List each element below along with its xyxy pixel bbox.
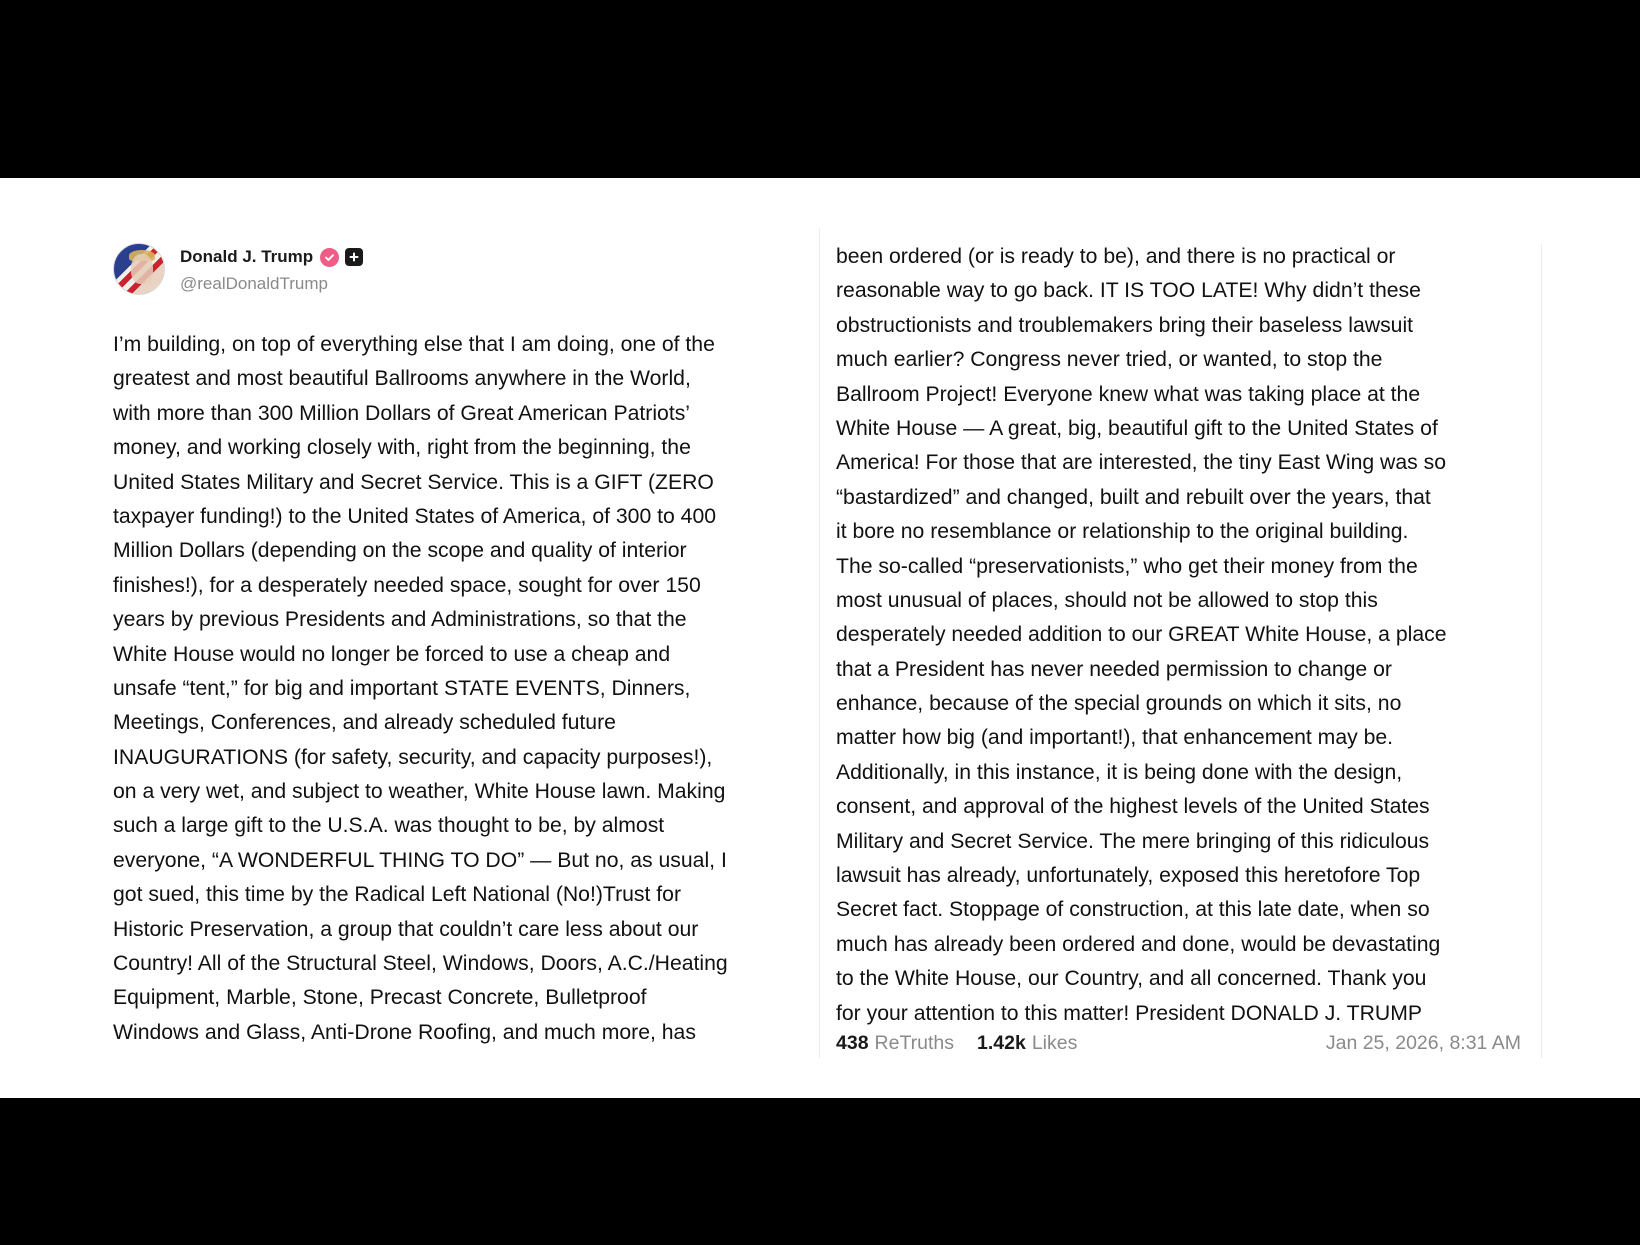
avatar[interactable]: [113, 243, 165, 295]
body-line: “bastardized” and changed, built and rebuilt over the years, that: [836, 485, 1431, 509]
body-line: been ordered (or is ready to be), and there is no practical or: [836, 245, 1396, 268]
body-line: Equipment, Marble, Stone, Precast Concrete, Bulletproof: [113, 986, 647, 1010]
body-line: Additionally, in this instance, it is being done with the design,: [836, 760, 1403, 784]
likes-count: 1.42k: [977, 1032, 1026, 1054]
body-line: Meetings, Conferences, and already scheduled future: [113, 711, 616, 735]
post-header: [113, 243, 713, 297]
post-footer: [836, 1032, 1521, 1056]
body-line: reasonable way to go back. IT IS TOO LATE! Why didn’t these: [836, 279, 1421, 303]
body-line: Windows and Glass, Anti-Drone Roofing, and much more, has: [113, 1020, 696, 1044]
body-line: taxpayer funding!) to the United States of America, of 300 to 400: [113, 504, 717, 528]
body-line: Million Dollars (depending on the scope and quality of interior: [113, 539, 687, 563]
post-body-right-column: [836, 240, 1446, 1031]
retruths-label: ReTruths: [874, 1032, 955, 1054]
body-line: much earlier? Congress never tried, or wanted, to stop the: [836, 348, 1383, 372]
body-line: to the White House, our Country, and all concerned. Thank you: [836, 967, 1427, 991]
body-line: such a large gift to the U.S.A. was thought to be, by almost: [113, 814, 665, 838]
body-line: for your attention to this matter! President DONALD J. TRUMP: [836, 1001, 1423, 1025]
body-line: Military and Secret Service. The mere bringing of this ridiculous: [836, 829, 1430, 853]
author-name-row: [180, 247, 363, 267]
retruths-count: 438: [836, 1032, 869, 1054]
body-line: enhance, because of the special grounds on which it sits, no: [836, 692, 1402, 716]
body-line: United States Military and Secret Service. This is a GIFT (ZERO: [113, 470, 714, 494]
body-line: obstructionists and troublemakers bring their baseless lawsuit: [836, 313, 1414, 337]
body-line: finishes!), for a desperately needed space, sought for over 150: [113, 573, 701, 597]
column-divider: [819, 228, 820, 1058]
post-body-left-column: [113, 328, 728, 1050]
verified-badge-icon: [320, 248, 339, 267]
body-line: everyone, “A WONDERFUL THING TO DO” — But no, as usual, I: [113, 848, 727, 872]
body-line: years by previous Presidents and Administrations, so that the: [113, 608, 687, 632]
retruths-stat[interactable]: [836, 1032, 954, 1055]
post-timestamp[interactable]: Jan 25, 2026, 8:31 AM: [1325, 1032, 1521, 1054]
body-line: got sued, this time by the Radical Left National (No!)Trust for: [113, 883, 681, 907]
body-line: greatest and most beautiful Ballrooms anywhere in the World,: [113, 367, 691, 391]
body-line: Country! All of the Structural Steel, Windows, Doors, A.C./Heating: [113, 952, 728, 976]
body-line: White House — A great, big, beautiful gift to the United States of: [836, 416, 1438, 440]
author-handle[interactable]: @realDonaldTrump: [180, 274, 328, 293]
author-display-name[interactable]: Donald J. Trump: [180, 247, 314, 266]
body-line: desperately needed addition to our GREAT White House, a place: [836, 623, 1447, 647]
body-line: I’m building, on top of everything else that I am doing, one of the: [113, 333, 715, 356]
body-line: most unusual of places, should not be allowed to stop this: [836, 588, 1378, 612]
card-edge-divider: [1541, 244, 1542, 1058]
body-line: Historic Preservation, a group that couldn’t care less about our: [113, 917, 699, 941]
body-line: lawsuit has already, unfortunately, exposed this heretofore Top: [836, 864, 1421, 888]
body-line: it bore no resemblance or relationship to the original building.: [836, 520, 1409, 544]
body-line: matter how big (and important!), that enhancement may be.: [836, 726, 1394, 750]
body-line: unsafe “tent,” for big and important STATE EVENTS, Dinners,: [113, 676, 691, 700]
body-line: The so-called “preservationists,” who get their money from the: [836, 554, 1418, 578]
body-line: Ballroom Project! Everyone knew what was taking place at the: [836, 382, 1421, 406]
body-line: INAUGURATIONS (for safety, security, and capacity purposes!),: [113, 745, 713, 769]
likes-stat[interactable]: [977, 1032, 1077, 1055]
likes-label: Likes: [1031, 1032, 1078, 1054]
body-line: with more than 300 Million Dollars of Great American Patriots’: [113, 401, 691, 425]
plus-badge-icon: [345, 248, 363, 266]
body-line: Secret fact. Stoppage of construction, at this late date, when so: [836, 898, 1430, 922]
body-line: consent, and approval of the highest levels of the United States: [836, 795, 1430, 819]
post-card: [0, 178, 1640, 1098]
body-line: money, and working closely with, right from the beginning, the: [113, 436, 691, 460]
body-line: on a very wet, and subject to weather, White House lawn. Making: [113, 780, 726, 804]
body-line: much has already been ordered and done, would be devastating: [836, 932, 1441, 956]
body-line: that a President has never needed permission to change or: [836, 657, 1392, 681]
body-line: America! For those that are interested, the tiny East Wing was so: [836, 451, 1446, 475]
body-line: White House would no longer be forced to use a cheap and: [113, 642, 671, 666]
